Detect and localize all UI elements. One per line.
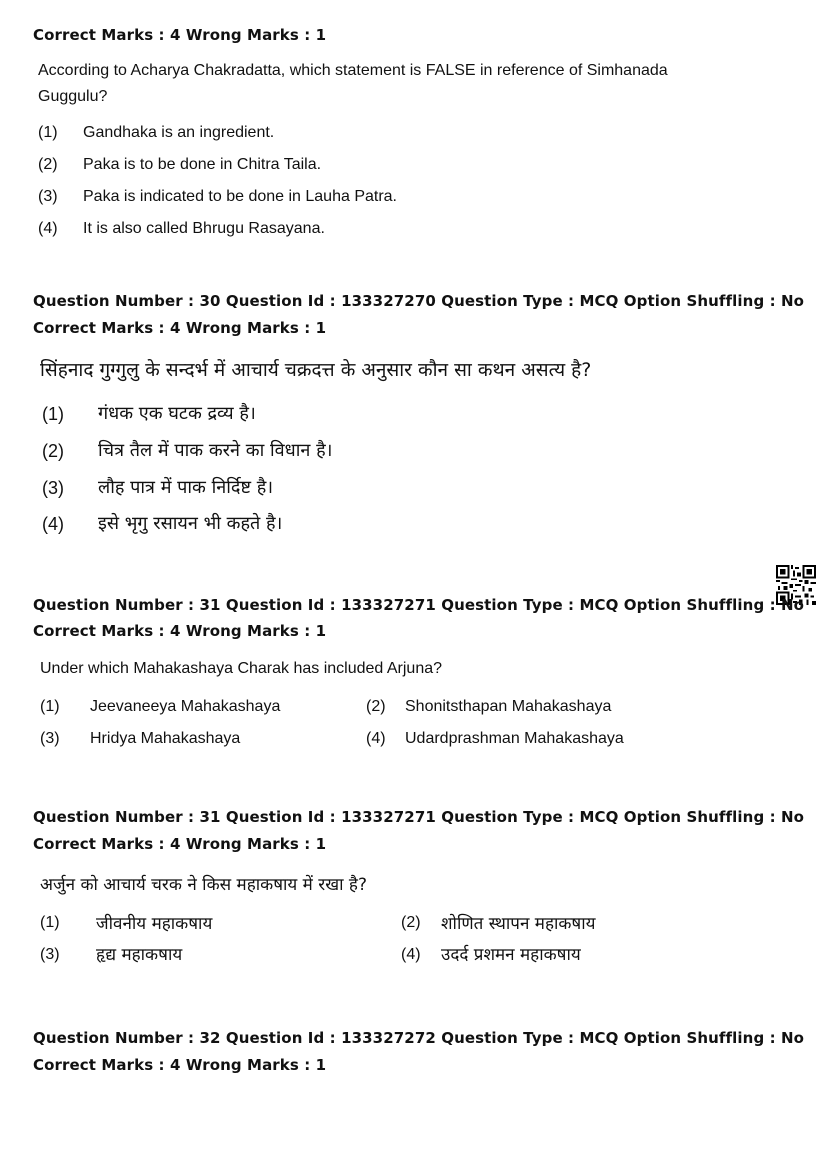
question-header: Question Number : 31 Question Id : 133327271 Question Type : MCQ Option Shuffling : No bbox=[33, 596, 805, 614]
option-number: (1) bbox=[40, 914, 60, 931]
option-number: (2) bbox=[42, 441, 64, 461]
option-text: गंधक एक घटक द्रव्य है। bbox=[98, 403, 256, 424]
option-number: (4) bbox=[42, 514, 64, 534]
option-number: (1) bbox=[40, 698, 60, 715]
question-marks: Correct Marks : 4 Wrong Marks : 1 bbox=[33, 622, 327, 640]
option-text: चित्र तैल में पाक करने का विधान है। bbox=[98, 440, 333, 461]
option-text: हृद्य महाकषाय bbox=[96, 945, 183, 965]
question-text: Under which Mahakashaya Charak has included Arjuna? bbox=[40, 660, 443, 677]
question-header: Question Number : 32 Question Id : 133327272 Question Type : MCQ Option Shuffling : No bbox=[33, 1029, 805, 1047]
question-text-continued: Guggulu? bbox=[38, 88, 108, 105]
option-number: (4) bbox=[401, 946, 421, 963]
option-number: (1) bbox=[38, 124, 58, 141]
option-text: उदर्द प्रशमन महाकषाय bbox=[441, 945, 581, 965]
question-marks: Correct Marks : 4 Wrong Marks : 1 bbox=[33, 26, 327, 44]
question-text: अर्जुन को आचार्य चरक ने किस महाकषाय में रखा है? bbox=[40, 875, 367, 895]
question-text: सिंहनाद गुग्गुलु के सन्दर्भ में आचार्य चक्रदत्त के अनुसार कौन सा कथन असत्य है? bbox=[40, 359, 592, 381]
option-number: (3) bbox=[40, 730, 60, 747]
option-number: (3) bbox=[38, 188, 58, 205]
option-number: (4) bbox=[366, 730, 386, 747]
option-text: लौह पात्र में पाक निर्दिष्ट है। bbox=[98, 477, 274, 498]
option-text: Jeevaneeya Mahakashaya bbox=[90, 698, 281, 715]
option-number: (2) bbox=[366, 698, 386, 715]
option-text: इसे भृगु रसायन भी कहते है। bbox=[98, 513, 283, 534]
question-header: Question Number : 30 Question Id : 133327270 Question Type : MCQ Option Shuffling : No bbox=[33, 292, 805, 310]
option-text: Paka is to be done in Chitra Taila. bbox=[83, 156, 322, 173]
option-number: (2) bbox=[401, 914, 421, 931]
option-text: Gandhaka is an ingredient. bbox=[83, 124, 275, 141]
question-marks: Correct Marks : 4 Wrong Marks : 1 bbox=[33, 1056, 327, 1074]
question-marks: Correct Marks : 4 Wrong Marks : 1 bbox=[33, 835, 327, 853]
option-number: (4) bbox=[38, 220, 58, 237]
option-text: Udardprashman Mahakashaya bbox=[405, 730, 624, 747]
option-text: It is also called Bhrugu Rasayana. bbox=[83, 220, 325, 237]
option-text: जीवनीय महाकषाय bbox=[96, 914, 213, 934]
question-marks: Correct Marks : 4 Wrong Marks : 1 bbox=[33, 319, 327, 337]
option-text: Hridya Mahakashaya bbox=[90, 730, 241, 747]
option-number: (3) bbox=[40, 946, 60, 963]
question-header: Question Number : 31 Question Id : 133327271 Question Type : MCQ Option Shuffling : No bbox=[33, 808, 805, 826]
option-number: (1) bbox=[42, 404, 64, 424]
option-number: (2) bbox=[38, 156, 58, 173]
option-number: (3) bbox=[42, 478, 64, 498]
option-text: शोणित स्थापन महाकषाय bbox=[441, 914, 596, 934]
option-text: Paka is indicated to be done in Lauha Patra. bbox=[83, 188, 397, 205]
option-text: Shonitsthapan Mahakashaya bbox=[405, 698, 612, 715]
question-text: According to Acharya Chakradatta, which statement is FALSE in reference of Simhanada bbox=[38, 62, 668, 79]
